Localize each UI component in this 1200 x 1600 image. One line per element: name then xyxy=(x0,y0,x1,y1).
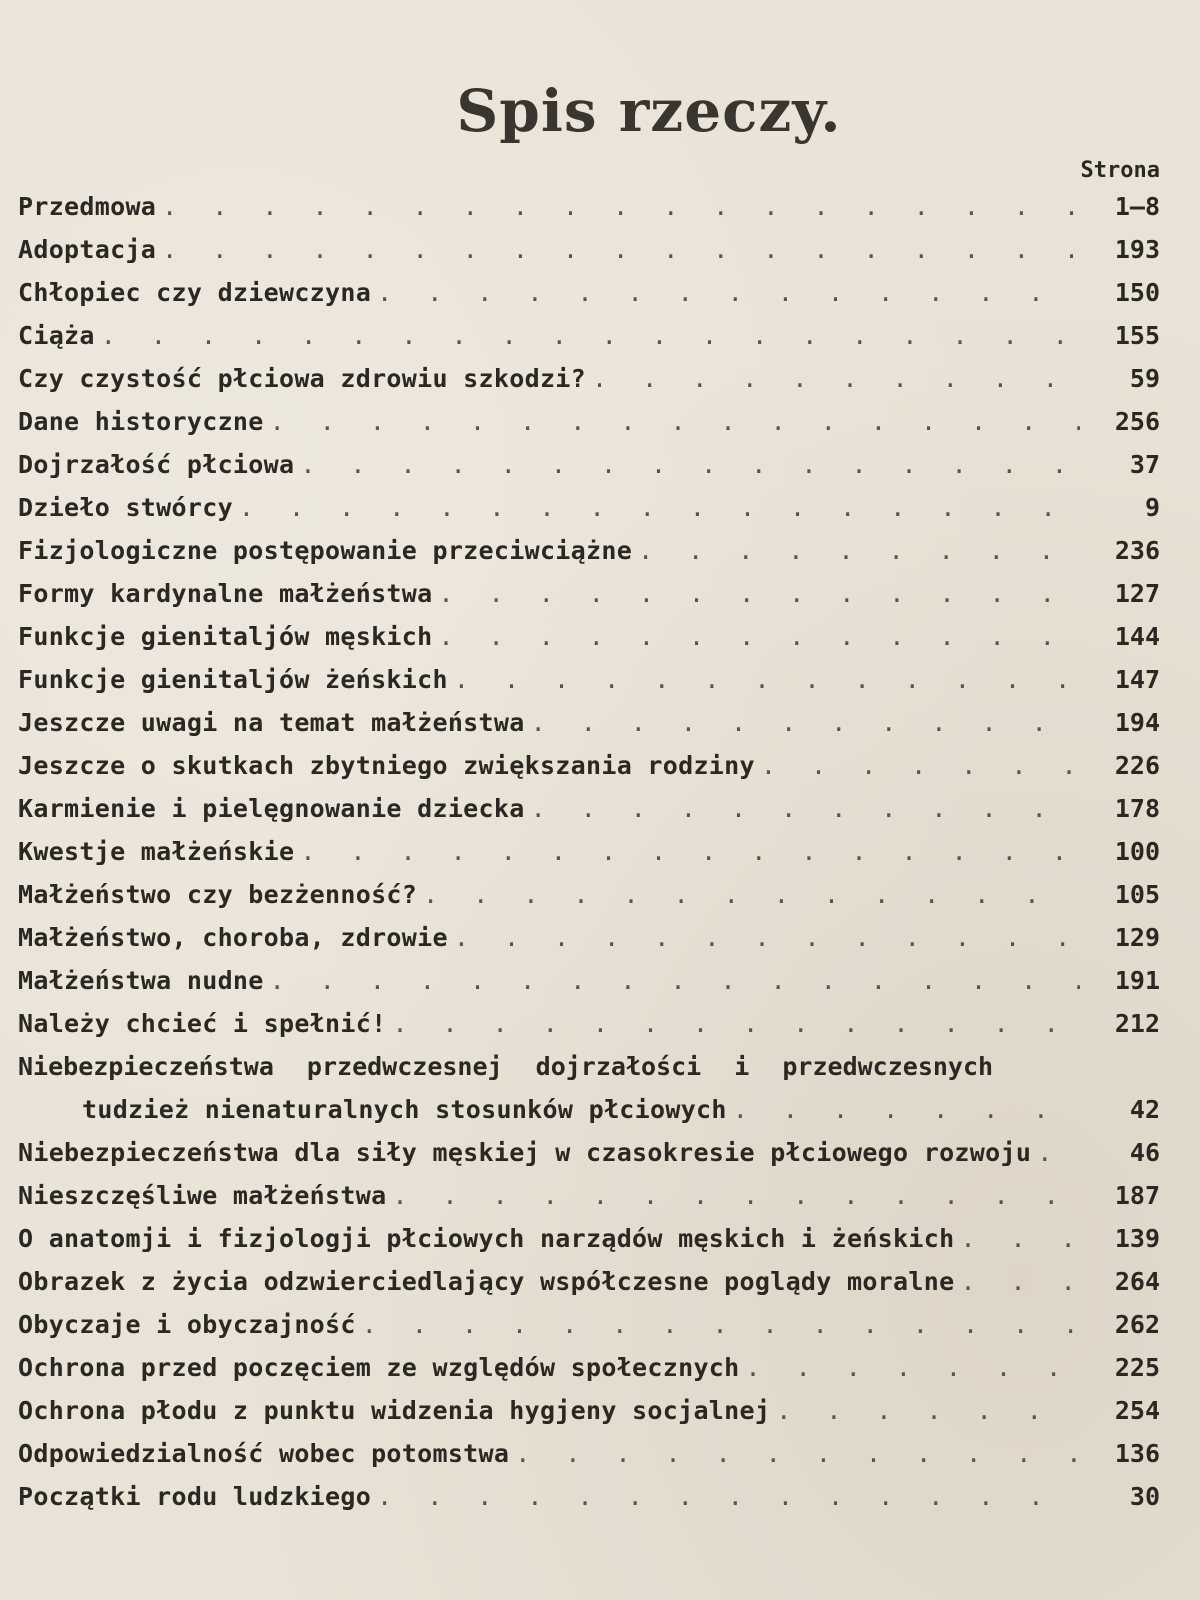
dot-leader xyxy=(162,185,1080,228)
toc-entry-label: Ochrona płodu z punktu widzenia hygjeny socjalnej xyxy=(18,1395,771,1425)
toc-entry-page: 225 xyxy=(1114,1352,1160,1382)
toc-entry-label: Dane historyczne xyxy=(18,406,264,436)
dot-leader xyxy=(392,1174,1080,1217)
toc-entry xyxy=(18,701,1160,744)
toc-entry-label: Początki rodu ludzkiego xyxy=(18,1481,372,1511)
toc-entry-page: 37 xyxy=(1129,449,1160,479)
toc-entry-page: 147 xyxy=(1114,664,1160,694)
page-title: Spis rzeczy. xyxy=(456,77,842,145)
toc-entry-page: 264 xyxy=(1114,1266,1160,1296)
toc-entry-label: Czy czystość płciowa zdrowiu szkodzi? xyxy=(18,363,586,393)
dot-leader xyxy=(300,830,1080,873)
dot-leader xyxy=(438,615,1080,658)
toc-entry-page: 262 xyxy=(1114,1309,1160,1339)
dot-leader xyxy=(515,1432,1080,1475)
dot-leader xyxy=(438,572,1080,615)
toc-entry-label: Jeszcze uwagi na temat małżeństwa xyxy=(18,707,525,737)
toc-entry xyxy=(18,744,1160,787)
toc-entry xyxy=(18,443,1160,486)
toc-entry xyxy=(18,1217,1160,1260)
toc-entry-page: 1—8 xyxy=(1114,191,1160,221)
dot-leader xyxy=(761,744,1080,787)
toc-entry-label: Obrazek z życia odzwierciedlający współczesne poglądy moralne xyxy=(18,1266,955,1296)
toc-entry-label: Ochrona przed poczęciem ze względów społecznych xyxy=(18,1352,740,1382)
toc-entry-label: Małżeństwo, choroba, zdrowie xyxy=(18,922,448,952)
toc-entry-label: Odpowiedzialność wobec potomstwa xyxy=(18,1438,510,1468)
dot-leader xyxy=(960,1260,1080,1303)
dot-leader xyxy=(746,1346,1080,1389)
toc-entry-label: Małżeństwo czy bezżenność? xyxy=(18,879,418,909)
toc-entry-label: Kwestje małżeńskie xyxy=(18,836,295,866)
toc-entry xyxy=(18,959,1160,1002)
toc-entry-label: Przedmowa xyxy=(18,191,157,221)
toc-entry-label: Ciąża xyxy=(18,320,95,350)
dot-leader xyxy=(531,701,1080,744)
dot-leader xyxy=(162,228,1080,271)
toc-entry-page: 136 xyxy=(1114,1438,1160,1468)
dot-leader xyxy=(531,787,1080,830)
toc-entry-label: Funkcje gienitaljów żeńskich xyxy=(18,664,448,694)
toc-entry xyxy=(18,916,1160,959)
dot-leader xyxy=(776,1389,1080,1432)
toc-entry-label: Adoptacja xyxy=(18,234,157,264)
toc-entry xyxy=(18,1174,1160,1217)
toc-entry xyxy=(18,1346,1160,1389)
toc-entry xyxy=(18,271,1160,314)
toc-entry xyxy=(18,1260,1160,1303)
toc-entry xyxy=(18,787,1160,830)
toc-entry-page: 150 xyxy=(1114,277,1160,307)
dot-leader xyxy=(377,271,1080,314)
toc-entry-page: 155 xyxy=(1114,320,1160,350)
toc-entry xyxy=(18,228,1160,271)
dot-leader xyxy=(239,486,1080,529)
toc-entry-page: 178 xyxy=(1114,793,1160,823)
dot-leader xyxy=(270,400,1080,443)
toc-entry-page: 194 xyxy=(1114,707,1160,737)
toc-entry xyxy=(18,1131,1160,1174)
toc-entry xyxy=(18,830,1160,873)
toc-entry-page: 254 xyxy=(1114,1395,1160,1425)
toc-entry xyxy=(18,486,1160,529)
toc-entry xyxy=(18,529,1160,572)
toc-entry-label: Dojrzałość płciowa xyxy=(18,449,295,479)
dot-leader xyxy=(392,1002,1080,1045)
toc-entry xyxy=(18,1432,1160,1475)
toc-entry-page: 46 xyxy=(1129,1137,1160,1167)
dot-leader xyxy=(454,658,1080,701)
toc-entry xyxy=(18,1002,1160,1045)
toc-entry xyxy=(18,1303,1160,1346)
toc-entry-label: Nieszczęśliwe małżeństwa xyxy=(18,1180,387,1210)
toc-entry-label: Należy chcieć i spełnić! xyxy=(18,1008,387,1038)
toc-entry-page: 9 xyxy=(1144,492,1160,522)
toc-entry-label: Formy kardynalne małżeństwa xyxy=(18,578,433,608)
toc-entry xyxy=(18,873,1160,916)
toc-entry-label: Obyczaje i obyczajność xyxy=(18,1309,356,1339)
toc-entry-label: O anatomji i fizjologji płciowych narządów męskich i żeńskich xyxy=(18,1223,955,1253)
toc-entry-page: 59 xyxy=(1129,363,1160,393)
toc-entry xyxy=(18,185,1160,228)
toc-entry xyxy=(18,1475,1160,1518)
dot-leader xyxy=(270,959,1080,1002)
toc-entry-label: Dzieło stwórcy xyxy=(18,492,233,522)
toc-entry-multiline xyxy=(18,1045,1160,1131)
toc-entry-page: 256 xyxy=(1114,406,1160,436)
toc-entry xyxy=(18,314,1160,357)
toc-entry-page: 127 xyxy=(1114,578,1160,608)
toc-entry-page: 100 xyxy=(1114,836,1160,866)
toc-entry xyxy=(18,357,1160,400)
dot-leader xyxy=(423,873,1080,916)
dot-leader xyxy=(454,916,1080,959)
dot-leader xyxy=(733,1088,1080,1131)
toc-entry-page: 139 xyxy=(1114,1223,1160,1253)
toc-entry-label-line1: Niebezpieczeństwa przedwczesnej dojrzałości i przedwczesnych xyxy=(18,1051,994,1081)
dot-leader xyxy=(300,443,1080,486)
toc-entry-page: 191 xyxy=(1114,965,1160,995)
toc-entry-label: Fizjologiczne postępowanie przeciwciążne xyxy=(18,535,633,565)
toc-entry xyxy=(18,400,1160,443)
toc-entry-label-line2: tudzież nienaturalnych stosunków płciowych xyxy=(82,1094,727,1124)
table-of-contents xyxy=(18,185,1160,1518)
toc-entry-page: 236 xyxy=(1114,535,1160,565)
toc-entry-label: Chłopiec czy dziewczyna xyxy=(18,277,372,307)
toc-entry xyxy=(18,572,1160,615)
toc-entry-page: 129 xyxy=(1114,922,1160,952)
dot-leader xyxy=(1037,1131,1080,1174)
toc-entry-label: Funkcje gienitaljów męskich xyxy=(18,621,433,651)
page-column-header: Strona xyxy=(1080,157,1160,183)
dot-leader xyxy=(101,314,1080,357)
toc-entry-page: 226 xyxy=(1114,750,1160,780)
toc-entry-page: 193 xyxy=(1114,234,1160,264)
dot-leader xyxy=(377,1475,1080,1518)
toc-entry xyxy=(18,615,1160,658)
toc-entry-page: 30 xyxy=(1129,1481,1160,1511)
toc-entry-page: 42 xyxy=(1129,1094,1160,1124)
dot-leader xyxy=(362,1303,1080,1346)
dot-leader xyxy=(638,529,1080,572)
toc-entry-label: Małżeństwa nudne xyxy=(18,965,264,995)
toc-entry-label: Karmienie i pielęgnowanie dziecka xyxy=(18,793,525,823)
toc-entry xyxy=(18,658,1160,701)
toc-entry-label: Jeszcze o skutkach zbytniego zwiększania rodziny xyxy=(18,750,755,780)
toc-entry-page: 144 xyxy=(1114,621,1160,651)
toc-entry-page: 105 xyxy=(1114,879,1160,909)
toc-entry xyxy=(18,1389,1160,1432)
toc-entry-page: 187 xyxy=(1114,1180,1160,1210)
dot-leader xyxy=(960,1217,1080,1260)
toc-entry-page: 212 xyxy=(1114,1008,1160,1038)
toc-entry-label: Niebezpieczeństwa dla siły męskiej w czasokresie płciowego rozwoju xyxy=(18,1137,1032,1167)
dot-leader xyxy=(592,357,1080,400)
